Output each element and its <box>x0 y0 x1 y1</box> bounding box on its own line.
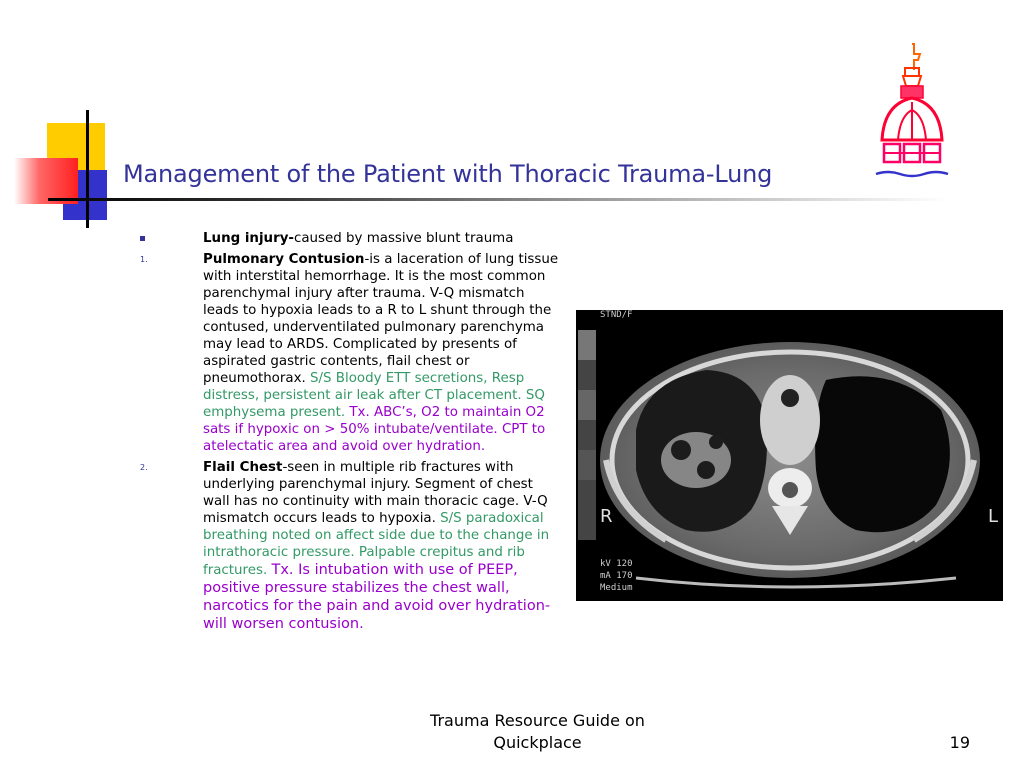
list-item-pulmonary-contusion <box>140 251 560 455</box>
item-treatment: Tx. Is intubation with use of PEEP, positive pressure stabilizes the chest wall, narcotics for the pain and avoid over hydration-will worsen contusion. <box>203 562 551 632</box>
title-underline <box>48 198 948 201</box>
ct-size: Medium <box>600 583 633 593</box>
footer-line-2: Quickplace <box>493 733 582 752</box>
list-marker: 1. <box>140 255 148 264</box>
item-signs: S/S paradoxical breathing noted on affect side due to the change in intrathoracic pressure. Palpable crepitus and rib fractures. <box>203 511 550 578</box>
ct-top-label: STND/F <box>600 310 633 320</box>
ct-right-marker: R <box>600 506 613 527</box>
footer-caption <box>400 710 675 754</box>
capitol-dome-logo-icon <box>868 40 954 185</box>
item-heading: Pulmonary Contusion <box>203 252 365 267</box>
ct-kv: kV 120 <box>600 559 633 569</box>
list-item-flail-chest <box>140 459 560 633</box>
item-signs: S/S Bloody ETT secretions, Resp distress, persistent air leak after CT placement. SQ emphysema present. <box>203 371 545 420</box>
ct-ma: mA 170 <box>600 571 633 581</box>
intro-bullet <box>140 230 560 247</box>
square-bullet-icon <box>140 236 145 241</box>
item-heading: Flail Chest <box>203 460 283 475</box>
list-marker: 2. <box>140 463 148 472</box>
ct-left-marker: L <box>988 506 999 527</box>
page-number: 19 <box>949 733 970 752</box>
item-treatment: Tx. ABC’s, O2 to maintain O2 sats if hypoxic on > 50% intubate/ventilate. CPT to atelectatic area and avoid over hydration. <box>203 405 546 454</box>
item-text: -is a laceration of lung tissue with interstital hemorrhage. It is the most common parenchymal injury after trauma. V-Q mismatch leads to hypoxia leads to a R to L shunt through the contused, underventilated pulmonary parenchyma may lead to ARDS. Complicated by presents of aspirated gastric contents, flail chest or pneumothorax. <box>203 252 559 386</box>
item-text: -seen in multiple rib fractures with underlying parenchymal injury. Segment of chest wall has no continuity with main thoracic cage. V-Q mismatch occurs leads to hypoxia. <box>203 460 548 526</box>
slide-content <box>140 230 560 637</box>
slide-title: Management of the Patient with Thoracic Trauma-Lung <box>123 160 773 188</box>
intro-text: caused by massive blunt trauma <box>293 231 514 246</box>
decor-vertical-line <box>86 110 89 228</box>
intro-heading: Lung injury- <box>203 231 294 246</box>
ct-scan-image <box>576 310 1003 601</box>
footer-line-1: Trauma Resource Guide on <box>430 711 645 730</box>
